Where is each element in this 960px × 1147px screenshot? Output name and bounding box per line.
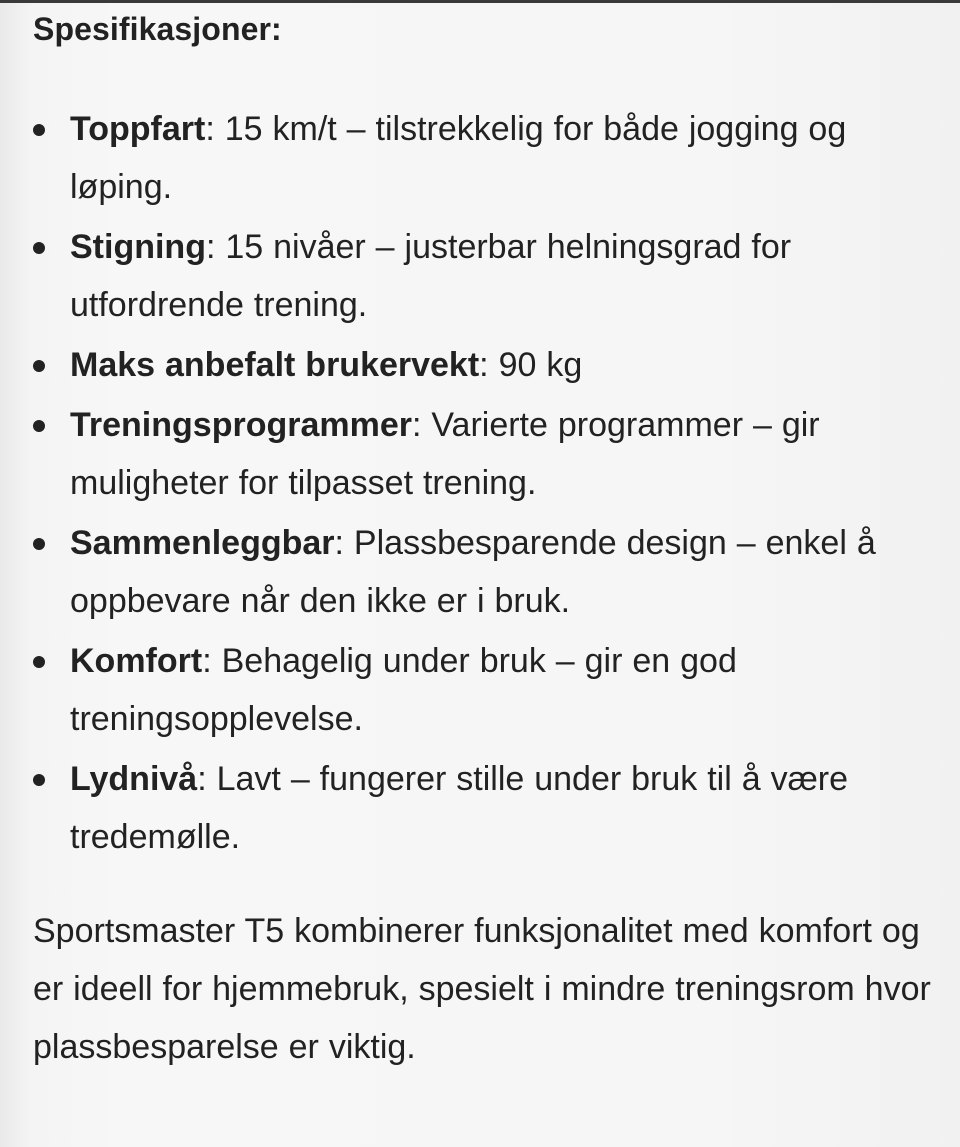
spec-description: Lavt – fungerer stille under bruk til å være tredemølle. bbox=[70, 760, 849, 856]
list-item bbox=[33, 750, 933, 866]
list-item bbox=[33, 396, 933, 512]
spec-term: Lydnivå bbox=[70, 760, 198, 798]
spec-term: Stigning bbox=[70, 228, 206, 266]
bullet-icon bbox=[33, 656, 45, 668]
list-item bbox=[33, 632, 933, 748]
spec-term: Sammenleggbar bbox=[70, 524, 335, 562]
list-item bbox=[33, 218, 933, 334]
bullet-icon bbox=[33, 242, 45, 254]
spec-separator: : bbox=[205, 110, 215, 148]
specifications-heading: Spesifikasjoner: bbox=[33, 11, 282, 47]
bullet-icon bbox=[33, 360, 45, 372]
list-item bbox=[33, 336, 933, 394]
bullet-icon bbox=[33, 420, 45, 432]
spec-term: Toppfart bbox=[70, 110, 206, 148]
spec-description: Varierte programmer – gir muligheter for tilpasset trening. bbox=[70, 406, 820, 502]
spec-separator: : bbox=[205, 228, 216, 266]
spec-description: 15 km/t – tilstrekkelig for både jogging og løping. bbox=[70, 110, 847, 206]
spec-separator: : bbox=[334, 524, 344, 562]
summary-paragraph: Sportsmaster T5 kombinerer funksjonalitet med komfort og er ideell for hjemmebruk, spesielt i mindre treningsrom hvor plassbesparelse er viktig. bbox=[33, 912, 931, 1066]
spec-description: Plassbesparende design – enkel å oppbevare når den ikke er i bruk. bbox=[70, 524, 876, 620]
spec-term: Treningsprogrammer bbox=[70, 406, 412, 444]
list-item bbox=[33, 514, 933, 630]
top-divider bbox=[0, 0, 960, 3]
spec-term: Maks anbefalt brukervekt bbox=[70, 346, 480, 384]
specifications-list bbox=[33, 100, 933, 866]
spec-description: 90 kg bbox=[488, 346, 583, 384]
bullet-icon bbox=[33, 774, 45, 786]
spec-term: Komfort bbox=[70, 642, 203, 680]
spec-separator: : bbox=[479, 346, 489, 384]
bullet-icon bbox=[33, 538, 45, 550]
article-content bbox=[33, 6, 933, 1076]
spec-separator: : bbox=[202, 642, 212, 680]
spec-description: 15 nivåer – justerbar helningsgrad for utfordrende trening. bbox=[70, 228, 792, 324]
bullet-icon bbox=[33, 124, 45, 136]
spec-separator: : bbox=[411, 406, 422, 444]
spec-description: Behagelig under bruk – gir en god treningsopplevelse. bbox=[70, 642, 737, 738]
spec-separator: : bbox=[197, 760, 207, 798]
list-item bbox=[33, 100, 933, 216]
